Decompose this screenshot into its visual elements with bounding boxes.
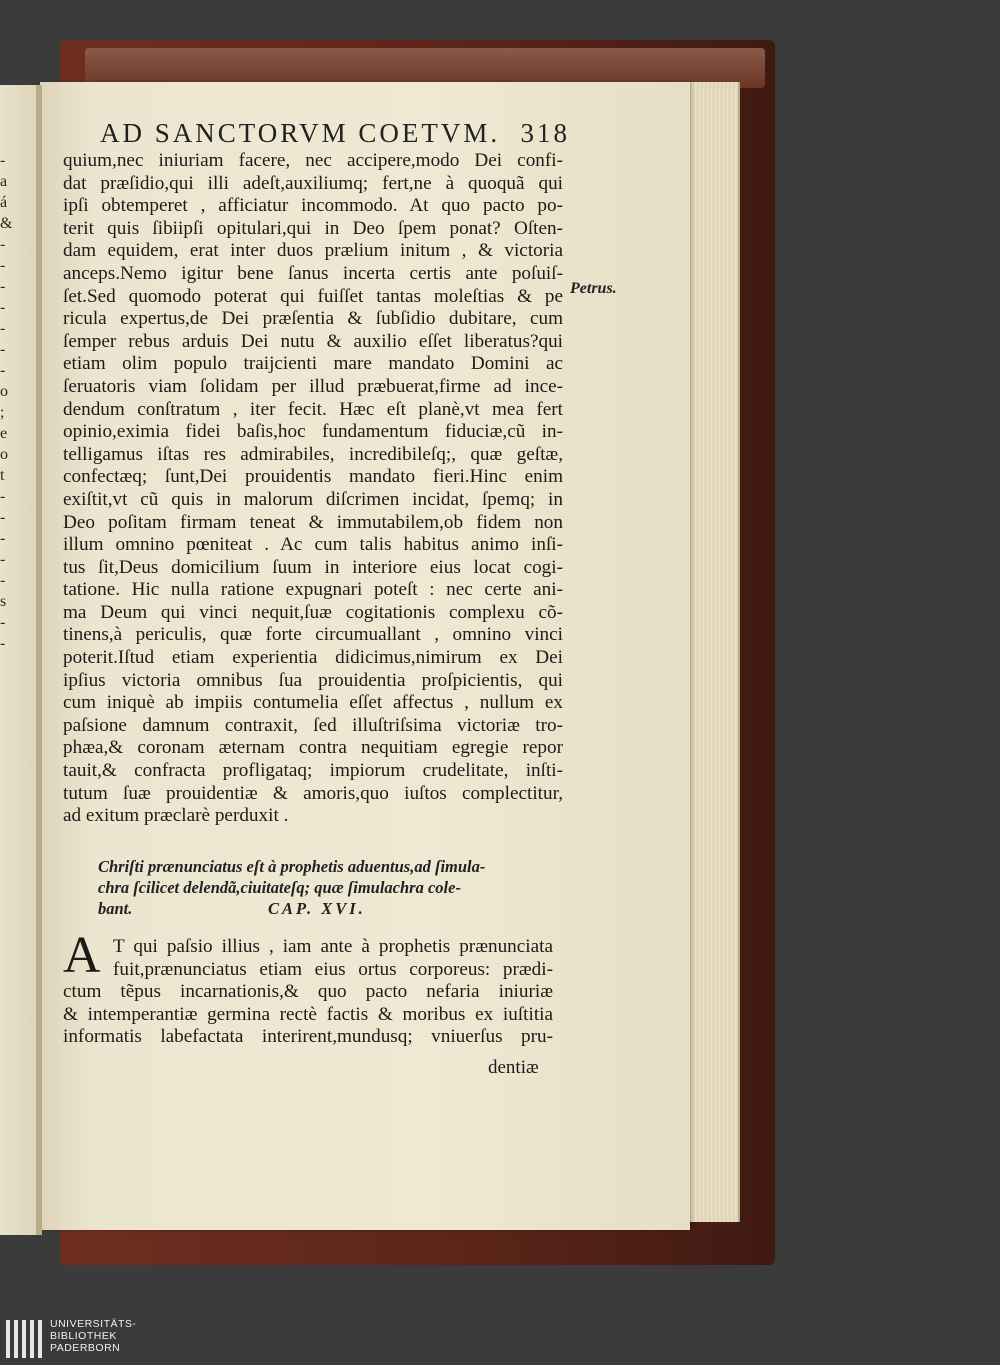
text-line: ſet.Sed quomodo poterat qui fuiſſet tantas moleſtias & pe <box>63 285 563 307</box>
left-margin-mark: - <box>0 320 6 337</box>
text-line: Deo poſitam firmam teneat & immutabilem,ob fidem non <box>63 511 563 533</box>
text-line: ipſi obtemperet , afficiatur incommodo. At quo pacto po- <box>63 195 563 217</box>
text-line: poterit.Iſtud etiam experientia didicimus,nimirum ex Dei <box>63 647 563 669</box>
text-line: tauit,& confracta profligataq; impiorum crudelitate, inſti- <box>63 760 563 782</box>
text-line: confectæq; ſunt,Dei prouidentis mandato fieri.Hinc enim <box>63 466 563 488</box>
text-line: dam equidem, erat inter duos prælium initum , & victoria <box>63 240 563 262</box>
left-margin-mark: & <box>0 215 13 232</box>
left-margin-mark: - <box>0 635 6 652</box>
library-logo-text <box>50 1318 136 1354</box>
chapter-heading <box>98 856 558 919</box>
chapter-text-line: ctum tẽpus incarnationis,& quo pacto nefaria iniuriæ <box>63 981 553 1003</box>
body-text <box>63 150 563 828</box>
left-margin-mark: o <box>0 383 8 400</box>
left-margin-mark: - <box>0 572 6 589</box>
text-line: phæa,& coronam æternam contra nequitiam egregie repor <box>63 737 563 759</box>
drop-cap: A <box>63 927 101 984</box>
gutter <box>36 85 42 1235</box>
left-margin-mark: - <box>0 614 6 631</box>
chapter-text-line: informatis labefactata interirent,mundusq; vniuerſus pru- <box>63 1026 553 1048</box>
page-edges <box>688 82 740 1222</box>
library-logo-icon <box>4 1318 46 1360</box>
text-line: exiſtit,vt cũ quis in malorum diſcrimen incidat, ſpemq; in <box>63 488 563 510</box>
text-line: ſemper rebus arduis Dei nutu & auxilio eſſet liberatus?qui <box>63 330 563 352</box>
left-margin-mark: o <box>0 446 8 463</box>
text-line: etiam olim populo traijcienti mare mandato Domini ac <box>63 353 563 375</box>
left-margin-mark: - <box>0 341 6 358</box>
left-margin-mark: - <box>0 152 6 169</box>
text-line: tinens,à periculis, quæ forte circumuallant , omnino vinci <box>63 624 563 646</box>
chapter-text-line: fuit,prænunciatus etiam eius ortus corporeus: prædi- <box>113 958 553 980</box>
marginal-note: Petrus. <box>570 280 617 297</box>
left-margin-mark: - <box>0 236 6 253</box>
logo-line-2: BIBLIOTHEK <box>50 1330 117 1342</box>
left-page-margin-text <box>0 150 14 654</box>
text-line: quium,nec iniuriam facere, nec accipere,modo Dei confi- <box>63 150 563 171</box>
left-margin-mark: - <box>0 278 6 295</box>
left-margin-mark: - <box>0 509 6 526</box>
catchword: dentiæ <box>488 1057 539 1078</box>
text-line: ma Deum qui vinci nequit,ſuæ cogitationis complexu cõ- <box>63 601 563 623</box>
left-margin-mark: a <box>0 173 8 190</box>
text-line: cum iniquè ab impiis contumelia eſſet affectus , nullum ex <box>63 692 563 714</box>
chapter-heading-line: bant. <box>98 899 133 918</box>
chapter-heading-line: Chriſti prænunciatus eſt à prophetis aduentus,ad ſimula- <box>98 857 486 876</box>
text-line: telligamus iſtas res admirabiles, incredibileſq;, quæ geſtæ, <box>63 443 563 465</box>
left-margin-mark: - <box>0 362 6 379</box>
text-line: ſeruatoris viam ſolidam per illud præbuerat,firme ad ince- <box>63 375 563 397</box>
left-margin-mark: ; <box>0 404 5 421</box>
footer-bar <box>0 1315 1000 1365</box>
page-number: 318 <box>520 118 570 148</box>
running-head-title: AD SANCTORVM COETVM. <box>100 118 501 148</box>
logo-line-1: UNIVERSITÄTS- <box>50 1318 137 1330</box>
text-line: tus ſit,Deus domicilium ſuum in interiore eius locat cogi- <box>63 556 563 578</box>
running-head <box>100 118 570 149</box>
left-margin-mark: - <box>0 488 6 505</box>
text-line: tatione. Hic nulla ratione expugnari poteſt : nec certe ani- <box>63 579 563 601</box>
text-line: illum omnino pœniteat . Ac cum talis habitus animo inſi- <box>63 534 563 556</box>
left-margin-mark: t <box>0 467 5 484</box>
text-line: opinio,eximia fidei baſis,hoc fundamentum fiduciæ,cũ in- <box>63 421 563 443</box>
text-line: tutum ſuæ prouidentiæ & amoris,quo iuſtos complectitur, <box>63 782 563 804</box>
text-line: ipſius victoria omnibus ſua prouidentia proſpicientis, qui <box>63 669 563 691</box>
left-margin-mark: e <box>0 425 8 442</box>
logo-line-3: PADERBORN <box>50 1342 121 1354</box>
text-line: dendum conſtratum , iter fecit. Hæc eſt planè,vt mea fert <box>63 398 563 420</box>
text-line: dat præſidio,qui illi adeſt,auxiliumq; fert,ne à quoquã qui <box>63 172 563 194</box>
left-margin-mark: - <box>0 530 6 547</box>
text-line: paſsione damnum contraxit, ſed illuſtriſsima victoriæ tro- <box>63 714 563 736</box>
left-margin-mark: - <box>0 257 6 274</box>
chapter-label: CAP. XVI. <box>268 899 366 918</box>
chapter-text <box>63 936 553 1049</box>
text-line: ricula expertus,de Dei præſentia & ſubſidio dubitare, cum <box>63 308 563 330</box>
left-margin-mark: á <box>0 194 8 211</box>
chapter-text-line: T qui paſsio illius , iam ante à prophetis prænunciata <box>113 936 553 957</box>
left-margin-mark: - <box>0 551 6 568</box>
chapter-heading-line: chra ſcilicet delendã,ciuitateſq; quæ ſimulachra cole- <box>98 878 461 897</box>
left-margin-mark: s <box>0 593 7 610</box>
chapter-text-line: & intemperantiæ germina rectè factis & moribus ex iuſtitia <box>63 1003 553 1025</box>
left-margin-mark: - <box>0 299 6 316</box>
text-line: ad exitum præclarè perduxit . <box>63 805 289 827</box>
text-line: terit quis ſibiipſi opitulari,qui in Deo ſpem ponat? Oſten- <box>63 217 563 239</box>
text-line: anceps.Nemo igitur bene ſanus incerta certis ante poſuiſ- <box>63 262 563 284</box>
